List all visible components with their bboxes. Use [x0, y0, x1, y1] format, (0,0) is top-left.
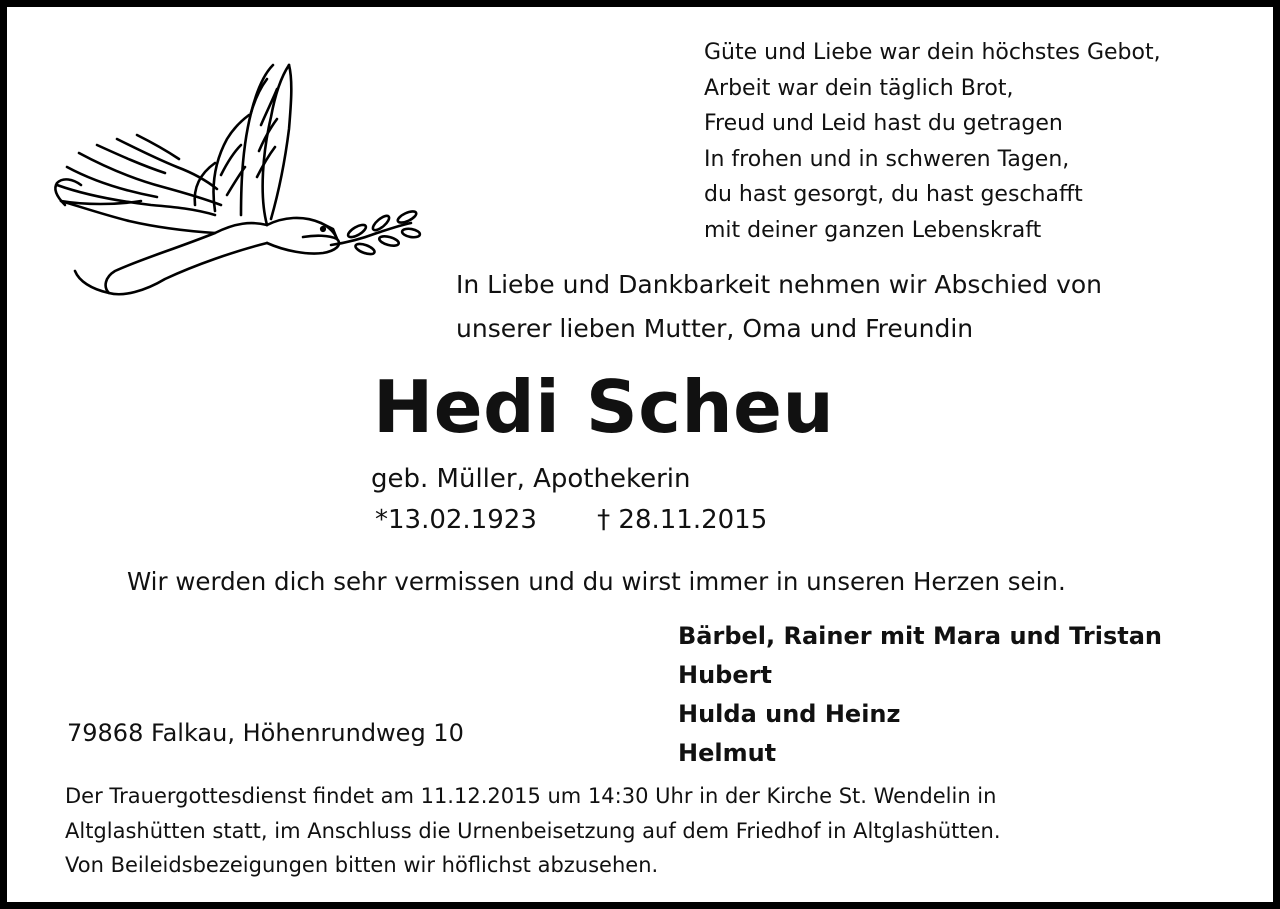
service-notice-line: Altglashütten statt, im Anschluss die Urnenbeisetzung auf dem Friedhof in Altglashütten.	[65, 818, 1001, 843]
obituary-notice	[7, 7, 1273, 902]
dove-with-olive-branch-icon	[45, 55, 425, 315]
signer: Helmut	[678, 739, 777, 767]
deceased-name: Hedi Scheu	[373, 365, 835, 449]
birth-info: geb. Müller, Apothekerin	[371, 464, 691, 494]
address: 79868 Falkau, Höhenrundweg 10	[67, 719, 464, 747]
signers-list	[678, 617, 1162, 773]
intro-line: unserer lieben Mutter, Oma und Freundin	[456, 314, 974, 343]
poem-line: mit deiner ganzen Lebenskraft	[704, 217, 1042, 243]
service-notice-line: Der Trauergottesdienst findet am 11.12.2015 um 14:30 Uhr in der Kirche St. Wendelin in	[65, 784, 997, 808]
farewell-text: Wir werden dich sehr vermissen und du wirst immer in unseren Herzen sein.	[127, 567, 1066, 596]
signer: Hubert	[678, 661, 772, 689]
poem-line: In frohen und in schweren Tagen,	[704, 146, 1070, 172]
service-notice	[65, 779, 1001, 883]
signer: Bärbel, Rainer mit Mara und Tristan	[678, 622, 1163, 650]
poem-line: du hast gesorgt, du hast geschafft	[704, 182, 1083, 207]
poem	[704, 35, 1161, 248]
death-date: † 28.11.2015	[597, 505, 768, 535]
life-dates	[375, 505, 767, 535]
birth-date: *13.02.1923	[375, 505, 537, 535]
signer: Hulda und Heinz	[678, 700, 901, 728]
poem-line: Freud und Leid hast du getragen	[704, 111, 1063, 136]
poem-line: Arbeit war dein täglich Brot,	[704, 75, 1014, 101]
service-notice-line: Von Beileidsbezeigungen bitten wir höflichst abzusehen.	[65, 853, 659, 877]
intro-line: In Liebe und Dankbarkeit nehmen wir Abschied von	[456, 270, 1103, 299]
poem-line: Güte und Liebe war dein höchstes Gebot,	[704, 40, 1161, 65]
intro-text	[456, 263, 1102, 351]
